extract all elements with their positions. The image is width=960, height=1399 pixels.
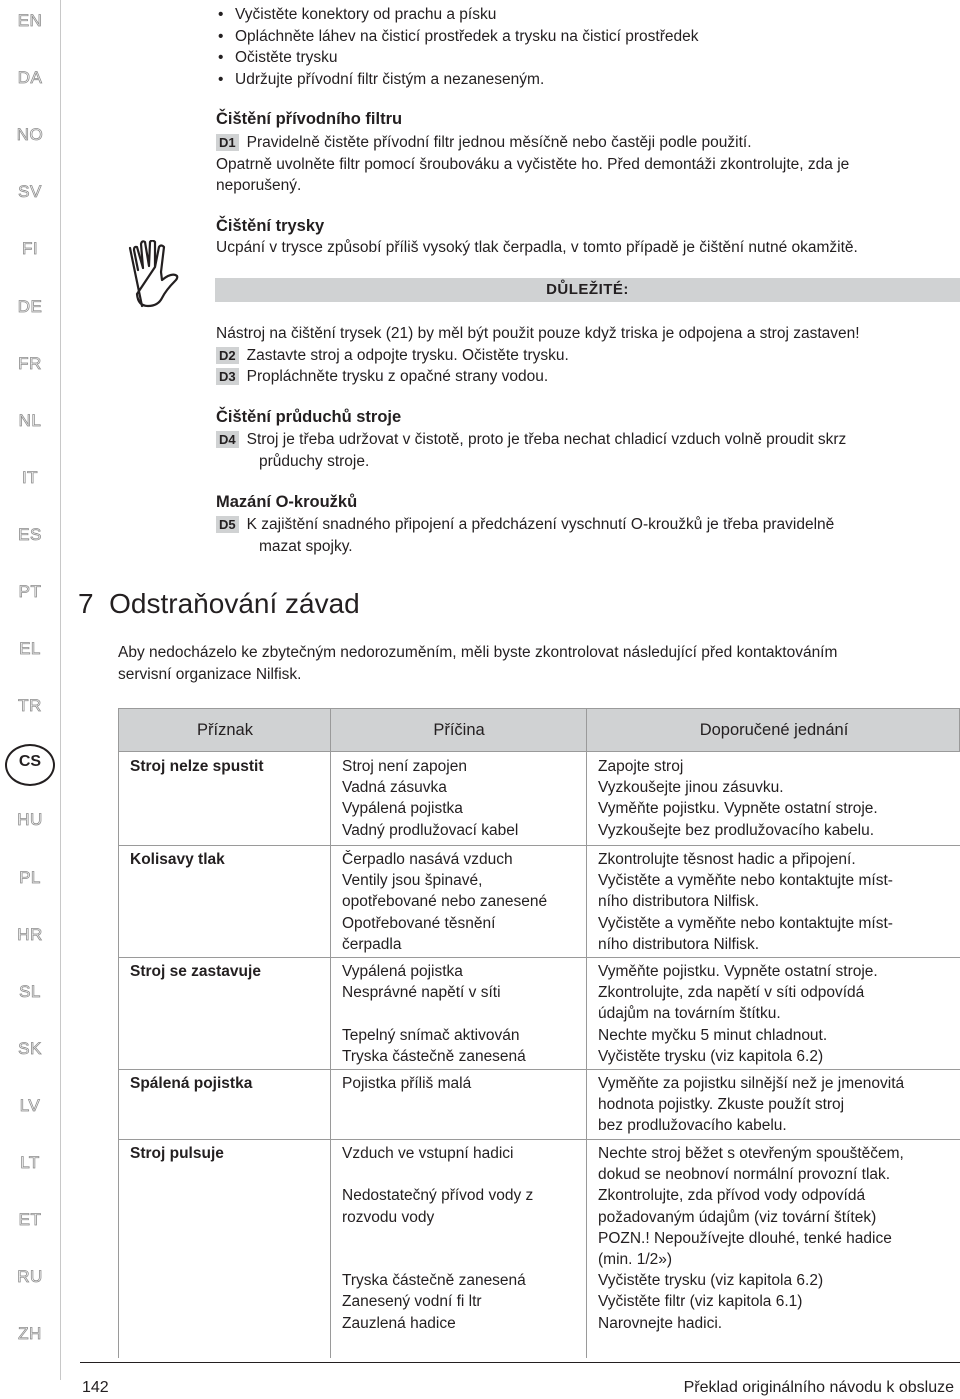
table-cell-cause: Tryska částečně zanesená <box>342 1047 526 1065</box>
important-banner: DŮLEŽITÉ: <box>215 278 960 302</box>
table-cell-action: dokud se neobnoví normální provozní tlak. <box>598 1166 891 1184</box>
table-cell-action: ního distributora Nilfisk. <box>598 935 760 953</box>
header-symptom: Příznak <box>197 721 253 739</box>
table-cell-cause: Stroj není zapojen <box>342 758 467 775</box>
filter-line-2: Opatrně uvolněte filtr pomocí šroubováku a vyčistěte ho. Před demontáži zkontrolujte, zda je <box>216 155 850 173</box>
table-cell-cause: Nedostatečný přívod vody z <box>342 1187 534 1205</box>
hand-warning-icon <box>128 240 190 310</box>
table-cell-cause: Čerpadlo nasává vzduch <box>342 851 513 868</box>
figure-tag: D3 <box>216 368 239 385</box>
language-tab-nl[interactable]: NL <box>18 410 42 430</box>
table-cell-action: Vyměňte pojistku. Vypněte ostatní stroje. <box>598 800 878 818</box>
table-row-divider <box>118 1069 960 1070</box>
section-title-text: Odstraňování závad <box>109 588 360 619</box>
language-tab-tr[interactable]: TR <box>18 696 42 716</box>
table-cell-symptom: Stroj nelze spustit <box>130 758 264 775</box>
language-tab-sk[interactable]: SK <box>18 1038 42 1058</box>
table-column-divider <box>330 708 331 1358</box>
bullet-item: • Opláchněte láhev na čisticí prostředek a trysku na čisticí prostředek <box>215 26 955 48</box>
language-tab-en[interactable]: EN <box>17 11 43 30</box>
language-tab-lv[interactable]: LV <box>19 1095 41 1115</box>
table-cell-action: (min. 1/2») <box>598 1251 673 1268</box>
language-tab-es[interactable]: ES <box>18 524 42 544</box>
language-tab-pt[interactable]: PT <box>18 582 42 601</box>
table-cell-action: POZN.! Nepoužívejte dlouhé, tenké hadice <box>598 1229 892 1247</box>
language-tab-ru[interactable]: RU <box>17 1267 43 1287</box>
table-cell-cause: Ventily jsou špinavé, <box>342 872 483 890</box>
language-tab-cs[interactable]: CS <box>18 753 42 771</box>
table-cell-cause: čerpadla <box>342 935 402 953</box>
footer-title: Překlad originálního návodu k obsluze <box>683 1379 954 1396</box>
intro-line-1: Aby nedocházelo ke zbytečným nedorozuměním, měli byste zkontrolovat následující před kontaktováním <box>118 644 838 661</box>
table-cell-action: Vyčistěte trysku (viz kapitola 6.2) <box>598 1047 824 1065</box>
language-tab-lt[interactable]: LT <box>20 1153 40 1172</box>
table-cell-action: požadovaným údajům (viz tovární štítek) <box>598 1208 877 1226</box>
nozzle-text: Ucpání v trysce způsobí příliš vysoký tlak čerpadla, v tomto případě je čištění nutné okamžitě. <box>216 239 858 256</box>
language-tab-fi[interactable]: FI <box>21 239 39 259</box>
bullet-item: • Očistěte trysku <box>215 47 955 69</box>
table-cell-cause: rozvodu vody <box>342 1208 435 1226</box>
bullet-item: • Udržujte přívodní filtr čistým a nezaneseným. <box>215 69 955 91</box>
filter-line-1: Pravidelně čistěte přívodní filtr jednou měsíčně nebo častěji podle použití. <box>246 134 752 151</box>
language-tab-it[interactable]: IT <box>21 467 39 487</box>
step-text: Propláchněte trysku z opačné strany vodou. <box>246 368 549 385</box>
table-cell-symptom: Stroj pulsuje <box>130 1145 224 1162</box>
section-number: 7 <box>78 588 94 619</box>
warning-text: Nástroj na čištění trysek (21) by měl být použit pouze když triska je odpojena a stroj zastaven! <box>216 325 860 342</box>
table-cell-symptom: Kolisavy tlak <box>130 851 225 868</box>
table-cell-cause: Opotřebované těsnění <box>342 914 496 932</box>
header-action: Doporučené jednání <box>699 721 849 739</box>
filter-line-3: neporušený. <box>216 177 302 194</box>
table-row-divider <box>118 957 960 958</box>
table-cell-cause: Vadný prodlužovací kabel <box>342 821 519 839</box>
sidebar-divider <box>60 0 61 1380</box>
language-tab-no[interactable]: NO <box>16 125 44 145</box>
figure-tag: D2 <box>216 347 239 364</box>
table-cell-action: Zkontrolujte těsnost hadic a připojení. <box>598 851 856 868</box>
oring-line-2: mazat spojky. <box>259 537 353 555</box>
table-cell-cause: opotřebované nebo zanesené <box>342 893 548 911</box>
language-tab-et[interactable]: ET <box>18 1210 42 1230</box>
language-tab-zh[interactable]: ZH <box>18 1324 42 1344</box>
language-tab-de[interactable]: DE <box>17 296 43 316</box>
table-cell-cause: Tepelný snímač aktivován <box>342 1026 520 1044</box>
table-cell-action: hodnota pojistky. Zkuste použít stroj <box>598 1096 845 1114</box>
table-cell-action: bez prodlužovacího kabelu. <box>598 1117 787 1135</box>
table-cell-cause: Zauzlená hadice <box>342 1314 456 1332</box>
oring-line-1: K zajištění snadného připojení a předcházení vyschnutí O-kroužků je třeba pravidelně <box>246 516 835 533</box>
table-header <box>118 708 960 752</box>
step-text: Zastavte stroj a odpojte trysku. Očistěte trysku. <box>246 346 569 364</box>
table-cell-action: Zkontrolujte, zda napětí v síti odpovídá <box>598 984 865 1002</box>
language-tab-el[interactable]: EL <box>19 639 41 659</box>
table-cell-action: Zapojte stroj <box>598 758 684 775</box>
table-row-divider <box>118 845 960 846</box>
maintenance-bullet-list <box>215 4 955 90</box>
table-cell-cause: Vzduch ve vstupní hadici <box>342 1145 514 1162</box>
table-cell-action: ního distributora Nilfisk. <box>598 893 760 911</box>
language-tab-pl[interactable]: PL <box>19 867 41 887</box>
language-tab-da[interactable]: DA <box>17 68 43 88</box>
table-cell-action: Vyzkoušejte bez prodlužovacího kabelu. <box>598 821 875 839</box>
table-cell-symptom: Spálená pojistka <box>130 1075 253 1092</box>
filter-text <box>216 132 956 197</box>
vents-text <box>216 429 960 472</box>
table-cell-cause: Tryska částečně zanesená <box>342 1272 526 1290</box>
filter-heading: Čištění přívodního filtru <box>216 110 403 128</box>
table-cell-action: Vyčistěte trysku (viz kapitola 6.2) <box>598 1272 824 1290</box>
language-tab-hu[interactable]: HU <box>17 810 43 830</box>
table-cell-action: Nechte myčku 5 minut chladnout. <box>598 1026 828 1044</box>
troubleshooting-intro <box>118 642 960 685</box>
page-number: 142 <box>82 1379 109 1396</box>
footer-rule <box>80 1362 960 1363</box>
header-cause: Příčina <box>433 721 485 739</box>
figure-tag: D1 <box>216 134 239 151</box>
table-cell-action: Vyměňte pojistku. Vypněte ostatní stroje. <box>598 963 878 980</box>
vents-heading: Čištění průduchů stroje <box>216 408 402 426</box>
nozzle-warning <box>216 323 960 388</box>
bullet-item: • Vyčistěte konektory od prachu a písku <box>215 4 955 26</box>
table-cell-cause: Vypálená pojistka <box>342 800 463 818</box>
vents-line-1: Stroj je třeba udržovat v čistotě, proto je třeba nechat chladicí vzduch volně proudit skrz <box>246 431 847 448</box>
table-cell-action: Narovnejte hadici. <box>598 1314 723 1332</box>
language-tab-hr[interactable]: HR <box>17 924 43 944</box>
vents-line-2: průduchy stroje. <box>259 452 370 470</box>
table-cell-action: Vyčistěte filtr (viz kapitola 6.1) <box>598 1293 803 1311</box>
language-tab-sl[interactable]: SL <box>19 981 41 1001</box>
table-cell-cause: Vypálená pojistka <box>342 963 463 980</box>
oring-text <box>216 514 960 557</box>
intro-line-2: servisní organizace Nilfisk. <box>118 665 302 683</box>
table-cell-action: Vyčistěte a vyměňte nebo kontaktujte míst- <box>598 872 893 890</box>
table-cell-action: Vyčistěte a vyměňte nebo kontaktujte míst- <box>598 914 893 932</box>
table-cell-cause: Zanesený vodní fi ltr <box>342 1293 482 1311</box>
table-cell-action: Zkontrolujte, zda přívod vody odpovídá <box>598 1187 866 1205</box>
table-cell-cause: Nesprávné napětí v síti <box>342 984 501 1002</box>
nozzle-heading: Čištění trysky <box>216 217 325 235</box>
table-cell-cause: Vadná zásuvka <box>342 779 447 797</box>
table-column-divider <box>586 708 587 1358</box>
table-row-divider <box>118 1139 960 1140</box>
language-tab-fr[interactable]: FR <box>18 353 42 373</box>
table-cell-action: Vyměňte za pojistku silnější než je jmenovitá <box>598 1075 905 1092</box>
table-cell-cause: Pojistka příliš malá <box>342 1075 472 1092</box>
table-left-border <box>118 708 119 1358</box>
table-cell-action: Nechte stroj běžet s otevřeným spouštěčem, <box>598 1145 904 1162</box>
section-title <box>78 588 360 620</box>
oring-heading: Mazání O-kroužků <box>216 493 358 511</box>
table-cell-action: údajům na továrním štítku. <box>598 1005 781 1023</box>
figure-tag: D5 <box>216 516 239 533</box>
table-cell-action: Vyzkoušejte jinou zásuvku. <box>598 779 784 797</box>
figure-tag: D4 <box>216 431 239 448</box>
table-cell-symptom: Stroj se zastavuje <box>130 963 261 980</box>
language-tab-sv[interactable]: SV <box>18 182 42 202</box>
